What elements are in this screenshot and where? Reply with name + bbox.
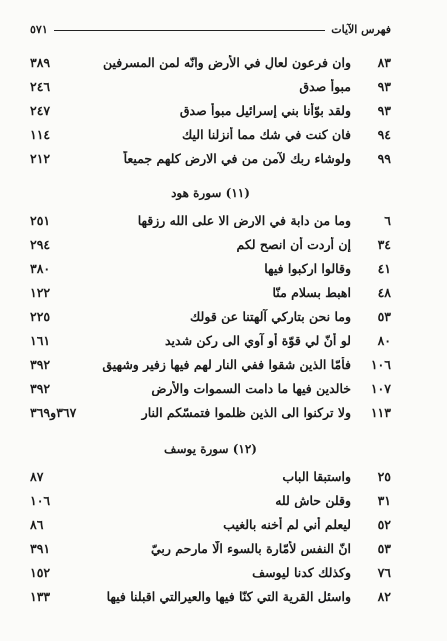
verse-number: ١٠٦ <box>370 356 391 372</box>
page-ref: ٢٩٤ <box>30 236 51 252</box>
verse-number: ٦ <box>384 212 391 228</box>
verse-row <box>30 208 391 232</box>
verse-number: ٧٦ <box>377 564 391 580</box>
verse-row <box>30 560 391 584</box>
verse-row <box>30 584 391 608</box>
verse-row <box>30 352 391 376</box>
page-ref: ١٣٣ <box>30 588 51 604</box>
page-ref: ٣٨٠ <box>30 260 51 276</box>
verse-text: وان فرعون لعالٍ في الأرض وانّه لمن المسرفين <box>102 54 351 70</box>
verse-number: ٨٣ <box>377 54 391 70</box>
verse-number: ٢٥ <box>377 468 391 484</box>
verse-row <box>30 122 391 146</box>
page-ref: ٨٦ <box>30 516 44 532</box>
page-ref: ١٢٢ <box>30 284 51 300</box>
verse-number: ٥٣ <box>377 308 391 324</box>
page-ref: ٣٩١ <box>30 540 51 556</box>
verse-row <box>30 488 391 512</box>
verse-text: إن أردت أن انصح لكم <box>236 236 351 252</box>
surah-title: (١١) سورة هود <box>171 186 250 200</box>
page-ref: ٢٤٧ <box>30 102 51 118</box>
verse-text: واستبقا الباب <box>282 468 351 484</box>
header-title: فهرس الآيات <box>331 23 391 36</box>
verse-number: ٣٤ <box>377 236 391 252</box>
page-ref: ٢١٢ <box>30 150 51 166</box>
verse-row <box>30 512 391 536</box>
page-header <box>30 16 391 36</box>
verse-row <box>30 146 391 170</box>
verse-number: ٩٩ <box>377 150 391 166</box>
page-ref: ٢٤٦ <box>30 78 51 94</box>
surah-title: (١٢) سورة يوسف <box>164 442 257 456</box>
verse-number: ٤٨ <box>377 284 391 300</box>
page-ref: ٨٧ <box>30 468 44 484</box>
verse-number: ٥٣ <box>377 540 391 556</box>
page-ref: ٣٩٢ <box>30 356 51 372</box>
page-ref: ١١٤ <box>30 126 51 142</box>
verse-row <box>30 232 391 256</box>
verse-number: ٤١ <box>377 260 391 276</box>
verse-number: ٨٢ <box>377 588 391 604</box>
verse-row <box>30 50 391 74</box>
page-ref: ٢٥١ <box>30 212 51 228</box>
verse-text: انّ النفس لأمّارة بالسوء الّا مارحم ربيّ <box>151 540 351 556</box>
verse-text: ولا تركنوا الى الذين ظلموا فتمسّكم النار <box>141 404 351 420</box>
page-ref: ١٠٦ <box>30 492 51 508</box>
verse-text: فان كنت في شك مما أنزلنا اليك <box>181 126 351 142</box>
verse-row <box>30 400 391 424</box>
page-ref: ١٥٢ <box>30 564 51 580</box>
verse-number: ١٠٧ <box>370 380 391 396</box>
verse-number: ٩٣ <box>377 78 391 94</box>
verse-text: وما نحن بتاركي آلهتنا عن قولك <box>190 308 351 324</box>
verse-text: مبوأ صدق <box>299 78 351 94</box>
page-ref: ١٦١ <box>30 332 51 348</box>
page-ref: ٣٦٧و٣٦٩ <box>30 404 77 420</box>
verse-number: ٩٤ <box>377 126 391 142</box>
verse-row <box>30 98 391 122</box>
verse-row <box>30 304 391 328</box>
page-ref: ٢٢٥ <box>30 308 51 324</box>
verse-number: ٥٢ <box>377 516 391 532</box>
verse-number: ١١٣ <box>370 404 391 420</box>
header-rule <box>54 30 326 31</box>
header-page-number: ٥٧١ <box>30 23 48 36</box>
verse-text: لو أنّ لي قوّة أو آوي الى ركن شديد <box>164 332 351 348</box>
verse-row <box>30 74 391 98</box>
verse-text: وقالوا اركبوا فيها <box>264 260 351 276</box>
verse-text: فأمّا الذين شقوا ففي النار لهم فيها زفير وشهيق <box>102 356 351 372</box>
verse-number: ٩٣ <box>377 102 391 118</box>
verse-text: ولوشاء ربك لآمن من في الارض كلهم جميعاً <box>123 150 351 166</box>
verse-text: واسئل القرية التي كنّا فيها والعيرالتي اقبلنا فيها <box>106 588 351 604</box>
page-ref: ٣٩٢ <box>30 380 51 396</box>
verse-row <box>30 256 391 280</box>
verse-row <box>30 280 391 304</box>
verse-row <box>30 376 391 400</box>
verse-number: ٨٠ <box>377 332 391 348</box>
verse-row <box>30 536 391 560</box>
page-ref: ٣٨٩ <box>30 54 51 70</box>
verse-text: اهبط بسلام منّا <box>272 284 351 300</box>
verse-text: ليعلم أني لم أخنه بالغيب <box>223 516 351 532</box>
verse-row <box>30 464 391 488</box>
verse-number: ٣١ <box>377 492 391 508</box>
verse-text: وكذلك كدنا ليوسف <box>252 564 351 580</box>
verse-text: ولقد بوّأنا بني إسرائيل مبوأ صدق <box>179 102 351 118</box>
verse-row <box>30 328 391 352</box>
verse-text: وما من دابة في الارض الا على الله رزقها <box>137 212 351 228</box>
verse-text: خالدين فيها ما دامت السموات والأرض <box>151 380 351 396</box>
verse-text: وقلن حاش لله <box>275 492 351 508</box>
